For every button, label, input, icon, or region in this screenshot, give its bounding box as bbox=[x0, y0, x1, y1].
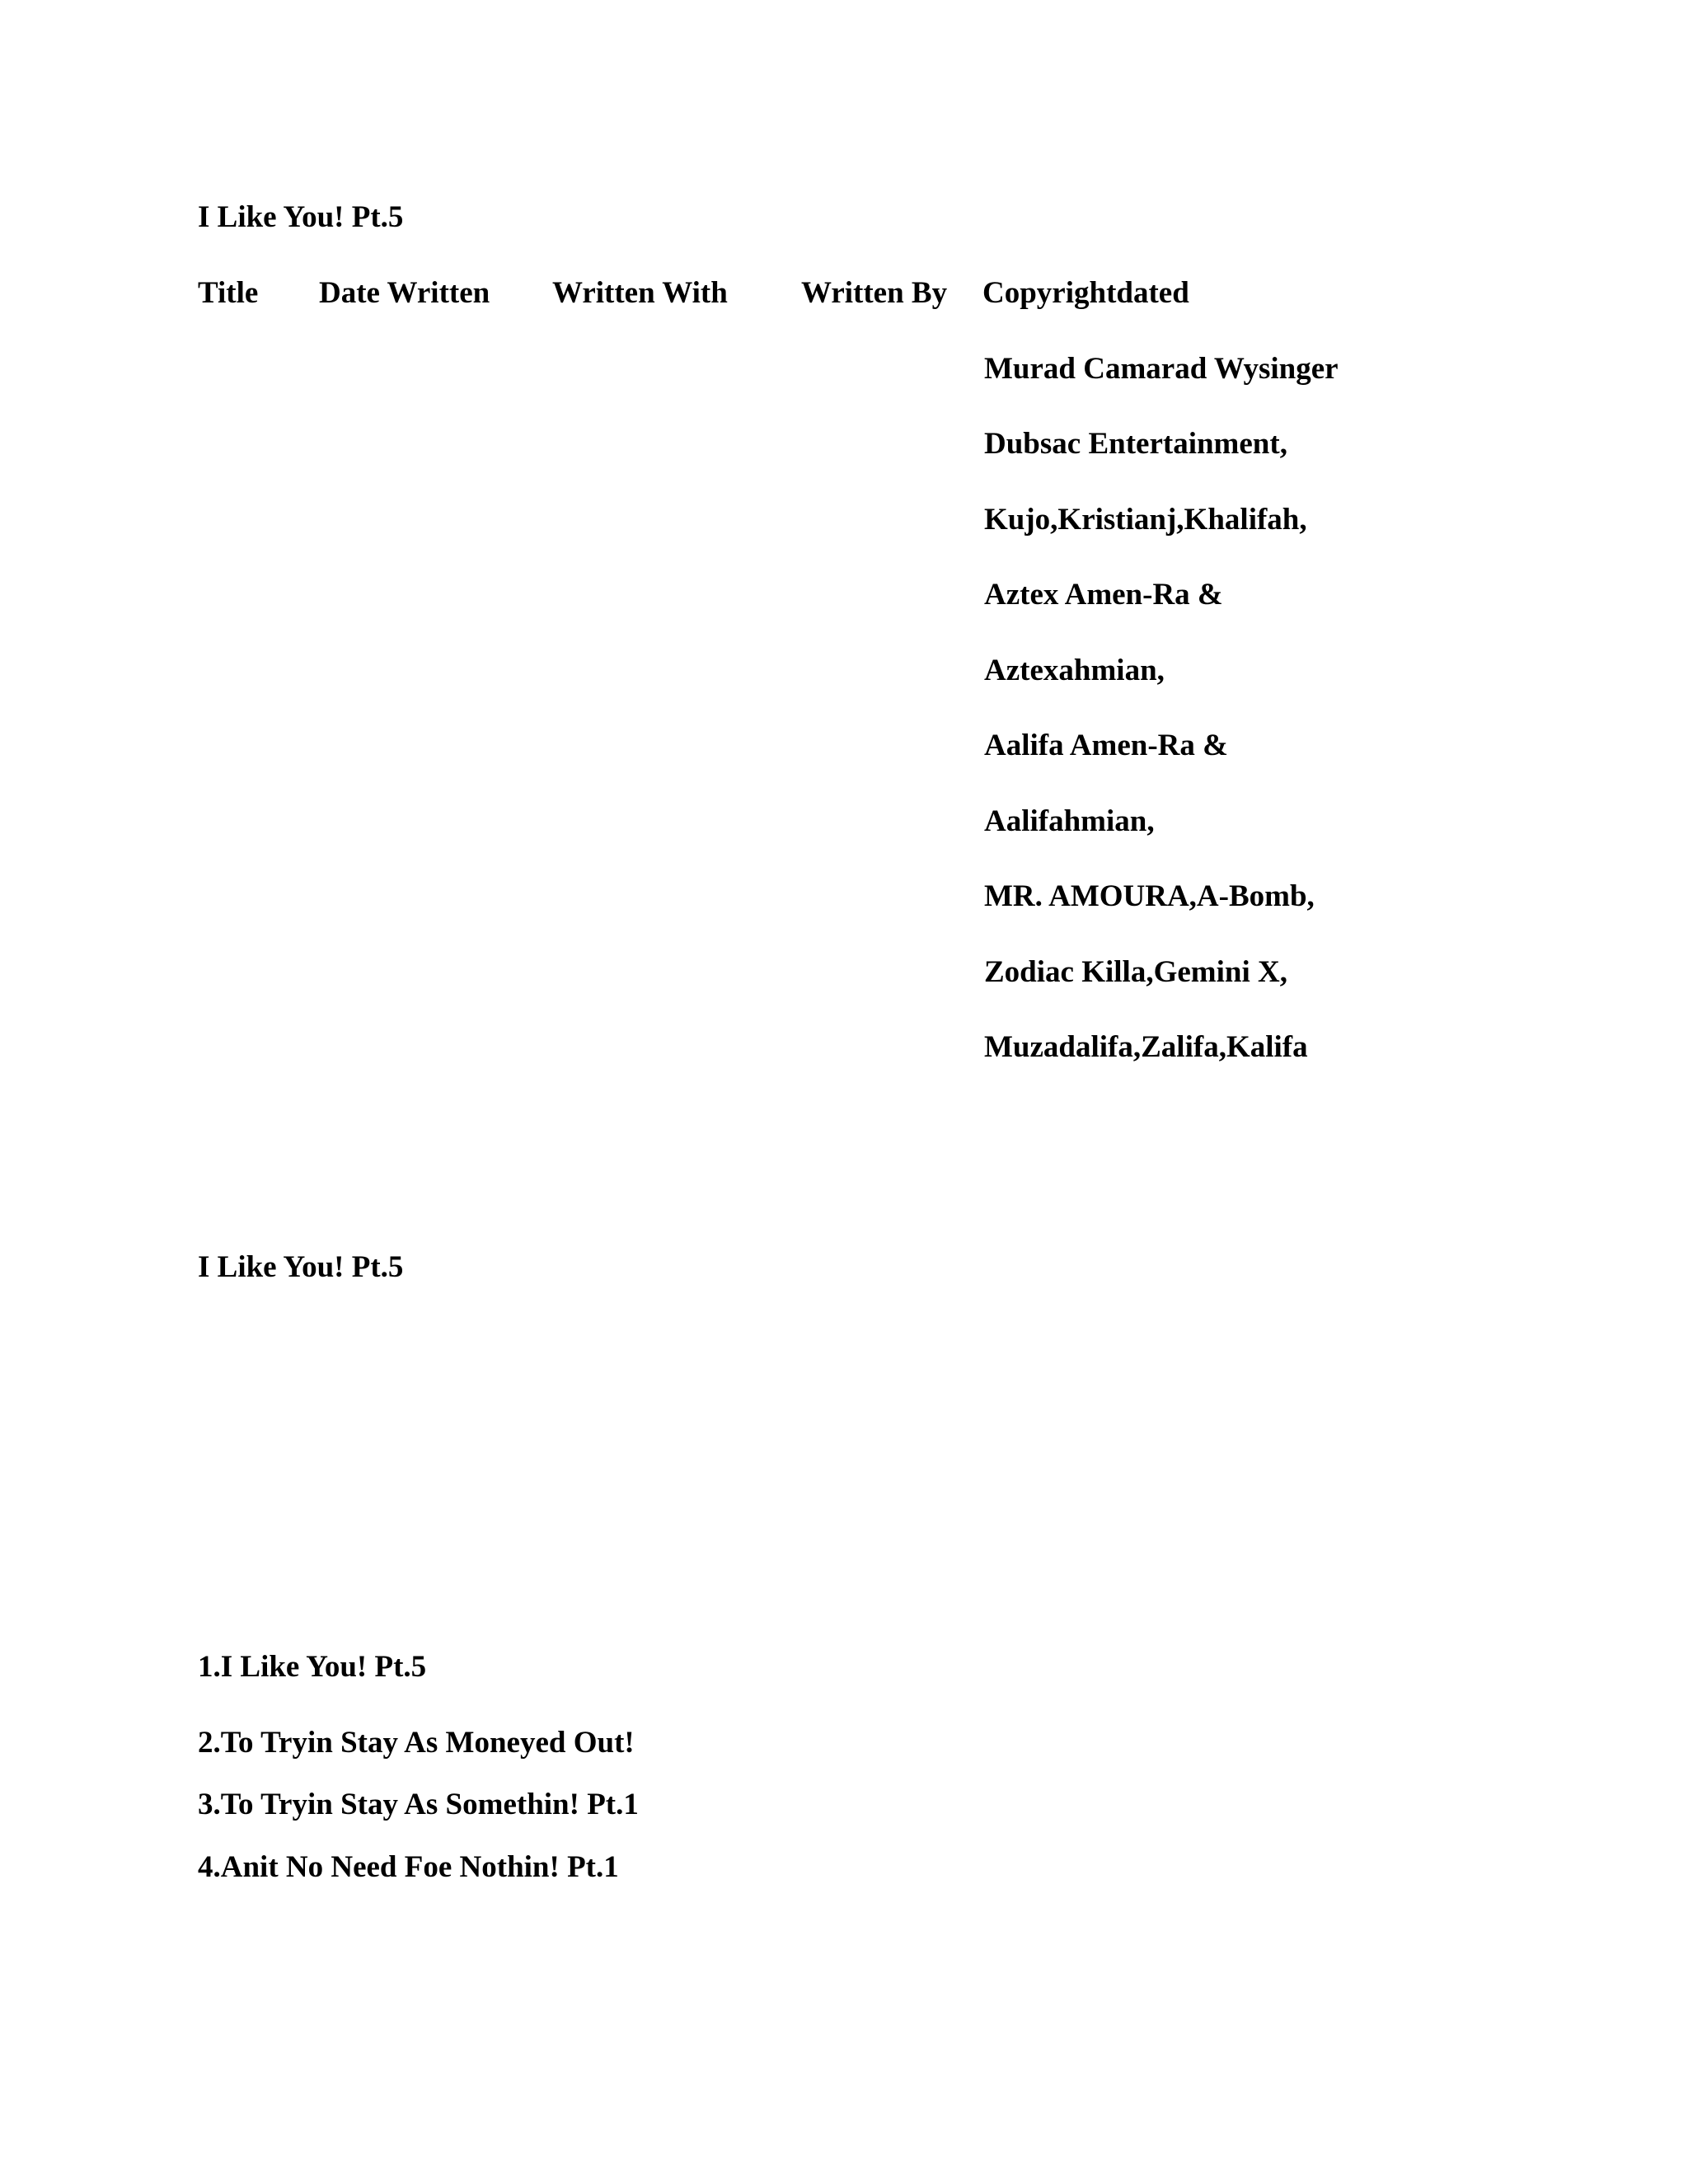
track-item: 2.To Tryin Stay As Moneyed Out! bbox=[198, 1726, 635, 1760]
credit-line: MR. AMOURA,A-Bomb, bbox=[984, 879, 1315, 913]
credit-line: Aalifahmian, bbox=[984, 804, 1155, 838]
credit-line: Aztex Amen-Ra & bbox=[984, 578, 1223, 612]
credit-line: Muzadalifa,Zalifa,Kalifa bbox=[984, 1030, 1308, 1064]
credit-line: Kujo,Kristianj,Khalifah, bbox=[984, 503, 1307, 537]
second-heading: I Like You! Pt.5 bbox=[198, 1250, 404, 1284]
track-item: 1.I Like You! Pt.5 bbox=[198, 1650, 427, 1684]
document-heading: I Like You! Pt.5 bbox=[198, 200, 404, 234]
column-title: Title bbox=[198, 276, 259, 310]
track-item: 4.Anit No Need Foe Nothin! Pt.1 bbox=[198, 1850, 619, 1884]
credit-line: Dubsac Entertainment, bbox=[984, 427, 1287, 461]
credit-line: Zodiac Killa,Gemini X, bbox=[984, 955, 1287, 989]
credit-line: Aalifa Amen-Ra & bbox=[984, 729, 1228, 762]
credit-line: Murad Camarad Wysinger bbox=[984, 352, 1339, 386]
credit-line: Aztexahmian, bbox=[984, 654, 1165, 687]
column-written-with: Written With bbox=[552, 276, 728, 310]
column-copyright: Copyrightdated bbox=[982, 276, 1189, 310]
column-written-by: Written By bbox=[801, 276, 948, 310]
track-item: 3.To Tryin Stay As Somethin! Pt.1 bbox=[198, 1788, 639, 1821]
column-date-written: Date Written bbox=[319, 276, 490, 310]
